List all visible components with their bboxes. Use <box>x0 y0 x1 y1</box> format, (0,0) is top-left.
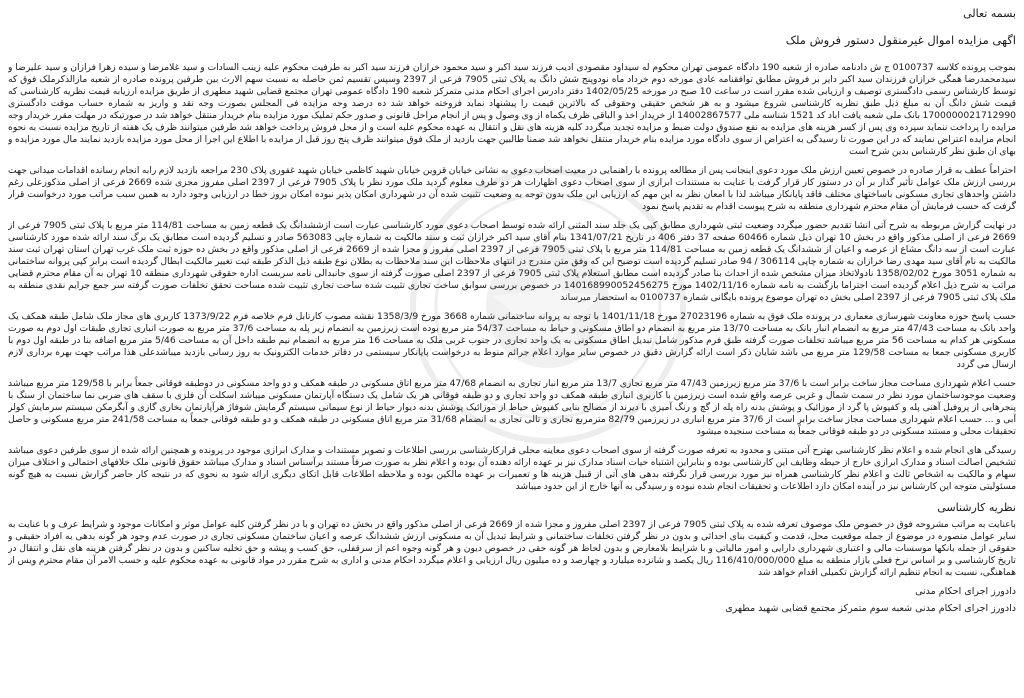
signature-line: دادورز اجرای احکام مدنی <box>915 586 1016 597</box>
basmala-heading: بسمه تعالی <box>963 7 1016 20</box>
body-paragraph-5: حسب اعلام شهرداری مساحت مجاز ساخت برابر است با 37/6 متر مربع زیرزمین 47/43 متر مربع تجاری 13/7 متر مربع انبار تجاری به انضمام 47/68 متر مربع اتاق مسکونی در طبقه همکف و دو واحد مسکونی در دوطبقه فوقانی جمعاً برابر با 129/58 متر مربع میباشد وضعیت موجودساختمان مورد نظر در سمت شمال و غربی عرصه واقع شده است زیرزمین با کاربری انباری طبقه همکف دو واحد تجاری و دو طبقه فوقانی هر یک شامل یک دستگاه آپارتمان مسکونی میباشد اسکلت آن فلزی با سقف های ضربی نما ساختمان از سنگ با پنجرهایی از پروفیل آهنی پله و کفپوش پا گرد از موزائیک و پوشش بدنه راه پله از گچ و رنگ آمیزی با دیرند از مصالح بنایی کفپوش حیاط از موزائیک پوشش بدنه دیوار حیاط از نوع سیمانی سیستم گرمایش شوفاژ هرآپارتمان بخاری گازی و آبگرمکن سیستم سرمایش کولر آبی و ... حسب اعلام شهرداری مساحت مجاز ساخت برابر است از 37/6 متر مربع انباری در زیرزمین 82/79 مترمربع تجاری و تالی تجاری به انضمام 31/68 متر مربع اتاق مسکونی در طبقه همکف و دو طبقه فوقانی جمعاً به مساحت 241/58 متر مربع مسکونی و حاصل تحقیقات محلی و مستند مسکونی در دو طبقه فوقانی جمعاً به مساحت سنجیده میشود <box>8 378 1016 437</box>
announcement-title: اگهی مزایده اموال غیرمنقول دستور فروش ملک <box>785 33 1016 47</box>
body-paragraph-4: حسب پاسخ حوزه معاونت شهرسازی معماری در پرونده ملک فوق به شماره 27023196 مورخ 1401/11/18 با توجه به پروانه ساختمانی شماره 3668 مورخ 1358/3/9 نقشه مصوب کارتابل فرم خلاصه فرم 1373/9/22 کاربری های مجاز ملک شامل طبقه همکف یک واحد بانک به مساحت 47/43 متر مربع به انضمام انبار بانک به مساحت 13/70 متر مربع به انضمام دو اطاق مسکونی و حیاط به مساحت 54/37 متر مربع بوده است زیرزمین به انضمام زیر پله به مساحت 37/6 متر مربع به صورت انباری تجاری طبقات اول دوم به صورت مسکونی هر کدام به مساحت 56 متر مربع میباشد تخلفات صورت گرفته طبق فرم مذکور شامل تبدیل اطاق مسکونی به یک واحد تجاری در جنوب غربی ملک به مساحت 16 متر مربع به انضمام نیم طبقه داخل آن به مساحت 5/46 متر مربع اضافه بنا در طبقه اول دوم با کاربری مسکونی جمعا به مساحت 129/58 متر مربع می باشد شایان ذکر است ارائه گزارش دقیق در خصوص سایر موارد اعلام جرائم منوط به درخواست پایانکار سیستمی در دفاتر خدمات الکترونیک به روز رسانی بازدید میباشدعلی هذا مراتب جهت بهره برداری لازم ارسال می گردد <box>8 311 1016 370</box>
body-paragraph-2: احتراماً عطف به قرار صادره در خصوص تعیین ارزش ملک مورد دعوی اینجانب پس از مطالعه پرونده با راهنمایی در معیت اصحاب دعوی به نشانی خیابان قزوین خیابان شهید کاظمی خیابان شهید غفوری پلاک 230 مراجعه بازدید لازم رابه انجام رسانده اقدامات میدانی جهت بررسی ارزش ملک عوامل تأثیر گذار بر آن در دستور کار قرار گرفت با عنایت به مستندات ابرازی از سوی اصحاب دعوی اظهارات هر دو طرف معلوم گردید ملک مورد نظر با پلاک 7905 فرعی از 2397 اصلی مفروز مجزی شده 2669 فرعی از اصلی مذکورعلی رغم داشتن واحدهای تجاری مسکونی باساختهای مختلف فاقد پایانکار میباشد لذا با امعان نظر به این مهم که ارزیابی این ملک بدون توجه به وضعیت تثبیت شده آن در شهرداری امکان پذیر نبوده امکان بروز خطا در ارزیابی وجود دارد به همین سبب مراتب مورد درخواست قرار گرفت که حسب فرمایش آن مقام محترم شهرداری منطقه به شرح پیوست اقدام به تقدیم پاسخ نمود <box>8 165 1016 212</box>
opinion-heading: نظریه کارشناسی <box>937 501 1016 514</box>
opinion-paragraph: باعنایت به مراتب مشروحه فوق در خصوص ملک موصوف تعرفه شده به پلاک ثبتی 7905 فرعی از 2397 اصلی مفروز و مجزا شده از 2669 فرعی از اصلی مذکور واقع در بخش ده تهران و با در نظر گرفتن کلیه عوامل موثر و امکانات موجود و شرایط عرف و با عنایت به سایر عوامل منصوره در موضوع از جمله موقعیت محل، قدمت و کیفیت بنای احداثی و بدون در نظر گرفتن تخلفات ساختمانی و شرایط تبدیل آن به مسکونی ارزش ششدانگ عرصه و اعیان ساختمان مسکونی تجاری در صورت عدم وجود هر گونه بدهی به افراد حقیقی و حقوقی از جمله بانکها موسسات مالی و اعتباری شهرداری دارایی و امور مالیاتی و با شرایط بلامعارض و بدون لحاظ هر گونه حقی در خصوص دیون و هر گونه وجوه اعم از سرقفلی، حق کسب و پیشه و حق تخلیه ساکنین و بدون در نظر گرفتن هزینه های نقل و انتقال در تاریخ کارشناسی و بر اساس نرخ فعلی بازار منطقه به مبلغ 116/410/000/000 ریال یکصد و شانزده میلیارد و چهارصد و ده میلیون ریال ارزیابی و اعلام میگردد احکام مدنی و اداری به شرح مقرر در مواد قانونی به عهده محکوم علیه و حسب الامر آن مقام محترم ویس از هماهنگی، نسبت به انجام تنظیم ارائه گزارش تکمیلی اقدام خواهد شد <box>8 519 1016 578</box>
body-paragraph-3: در نهایت گزارش مربوطه به شرح آتی انشا تقدیم حضور میگردد وضعیت ثبتی شهرداری مطابق کپی یک جلد سند المثنی ارائه شده توسط اصحاب دعوی مورد کارشناسی عبارت است ازششدانگ یک قطعه زمین به مساحت 114/81 متر مربع با پلاک ثبتی 7905 فرعی از 2669 فرعی از اصلی مذکور واقع در بخش 10 تهران ذیل شماره 60466 صفحه 37 دفتر 406 در تاریخ 1341/07/21 بنام آقای سید اکبر خرازان ثبت و سند مالکیت به شماره چاپی 563083 صادر و تسلیم گردیده است مطابق یک برگ سند ارائه شده مورد کارشناسی عبارت است از سه دانگ مشاع از عرصه و اعیان از ششدانگ یک قطعه زمین به مساحت 114/81 متر مربع با پلاک ثبتی 7905 فرعی از 2397 اصلی مفروز و مجزا شده از 2669 فرعی از اصلی مذکور واقع در بخش ده حوزه ثبت ملک غرب تهران استان تهران ثبت سند مالکیت به نام آقای سید مهدی رضا خرازان به شماره چاپی 306114 / 94 صادر تسلیم گردیده است توضیح این که وفق متن مندرج در انتهای ملاحظات این سند ملاحظات به بطلان نوع طبقه ذیل الذکر طبقه ثبت تغییر مالکیت ابطال گردیده است برابر کپی پروانه ساختمانی به شماره 3051 مورخ 1358/02/02 نادولاتخاذ میزان مشخص شده از احداث بنا صادر گردیده است مطابق استعلام پلاک ثبتی 7905 فرعی از 2397 اصلی صورت گرفته از سوی جانبدالی نامه سریست اداره حقوقی شهرداری منطقه 10 تهران به آن مقام محترم قضایی مراتب به شرح ذیل اعلام گردیده است احتراما بازگشت به نامه شماره 1402/11/16 مورخ 140168990052456275 در خصوص بررسی سوابق ساخت تجاری تثبیت شده ساحت تجاری تثبیت شده مساحت تحقق تخلفات صورت گرفته سر جمع جرایم نقدی منطقه به ملک پلاک ثبتی 7905 فرعی از 2397 اصلی بخش ده تهران موضوع پرونده بایگانی شماره 0100737 به استحضار میرساند <box>8 220 1016 303</box>
body-paragraph-1: بموجب پرونده کلاسه 0100737 ج ش دادنامه صادره از شعبه 190 دادگاه عمومی تهران محکوم له سیداود مقصودی ادیب فرزند سید اکبر و سید محمود خرازان فرزند سید اکبر به طرفیت محکوم علیه زینب السادات و سید غلامرضا و سیده زهرا فرازان و سید علیرضا و سیدمحمدرضا همگی خرازان فرزندان سید اکبر دایر بر فروش مطابق توافقنامه عادی مورخه دوم خرداد ماه نودوپنج شش دانگ یه پلاک ثبتی 7905 فرعی از 2397 وسپس تقسیم ثمن حاصله به نسبت سهم الارث بین طرفین پرونده صادره از شعبه مازالذکرملک فوق که توسط کارشناس رسمی دادگستری توصیف و ارزیابی شده مقرر است در ساعت 10 صبح در مورخه 1402/05/25 دفتر دادرس اجرای احکام مدنی متمرکز شعبه 190 دادگاه عمومی تهران مجتمع قضایی شهید مطهری از طریق مزایده ارزیابه قیمت نظریه کارشناسی که قیمت شش دانگ آن به مبلغ ذیل طبق نظریه کارشناسی شروع میشود و به هر شخص حقیقی وحقوقی که بالاترین قیمت را پیشنهاد نماید فروخته خواهد شد ده درصد وجه مزایده فی المجلس بصورت وجه نقد و واریز به شماره حساب موقت دادگستری 1700000021712990 بانک ملی شعبه یافت اباد کد 1521 شناسه ملی 14002867577 از خریدار اخذ و الباقی ظرف یکماه از وی وصول و پس از انجام مراحل قانونی و صدور حکم تملیک مورد مزایده بنام خریدار منتقل خواهد شد در صورتیکه در مهلت مقرر خریدار وجه مزایده را پرداخت ننماید سپرده وی پس از کسر هزینه های مزایده به نفع صندوق دولت ضبط و مزایده تجدید میگردد کلیه هزینه های نقل و انتقال به عهده محکوم علیه است و از محل فروش پرداخت خواهد شد طرفین میتوانند ظرف یک هفته از تاریخ مزایده نسبت به نحوه انجام مزایده اعتراض نمایند که در این صورت تا رسیدگی به اعتراض از سوی دادگاه مورد مزایده بنام خریدار منتقل نخواهد شد ضمنا طالبین جهت بازدید از ملک فوق میتوانند ظرف پنج روز قبل از مزایده با اطلاع این اجرا از محل مورد مزایده بازدید نمایند مال مورد مزایده و بهای ان طبق نظر کارشناس بدین شرح است <box>8 62 1016 157</box>
body-paragraph-6: رسیدگی های انجام شده و اعلام نظر کارشناسی بهترح آتی مبتنی و محدود به تعرفه صورت گرفته از سوی اصحاب دعوی معاینه محلی قرارکارشناسی بررسی اطلاعات و تصویر مستندات و مدارک ابرازی موجود در پرونده و همچنین ارائه شده از سوی طرفین دعوی میباشد تشخیص اصالت اسناد و مدارک ابرازی خارج از حیطه وظایف این کارشناسی بوده و بنابراین اشتباه حیات اسناد مدارک نیز بر عهده ارائه دهنده آن بوده و اعلام نظر به صورت صرفاً مستند برآسناس اسناد و مدارک میباشد حقوق قانونی ملک خلافهای احتمالی و اختلاف میزان سهام و مالکیت به اشخاص ثالث و اعلام نظر کارشناسی همراه نیز مورد بررسی قرار نگرفته بدهی های آتی از قبیل هزینه ها و تعمیرات بر عهده مالکین بوده و ملاحظه اطلاعات قابل اتکای دیگری ارائه شود به نحوی که در نتیجه کار حاضر گزارش نسبت به هیچ گونه مسئولیتی متوجه این کارشناس نیز در آینده امکان دارد اطلاعات و تحقیقات انجام شده نبوده و رسیدگی به آنها خارج از این حدود میباشد <box>8 445 1016 492</box>
office-line: دادورز اجرای احکام مدنی شعبه سوم متمرکز مجتمع قضایی شهید مطهری <box>725 603 1016 614</box>
document-page <box>8 6 1016 694</box>
